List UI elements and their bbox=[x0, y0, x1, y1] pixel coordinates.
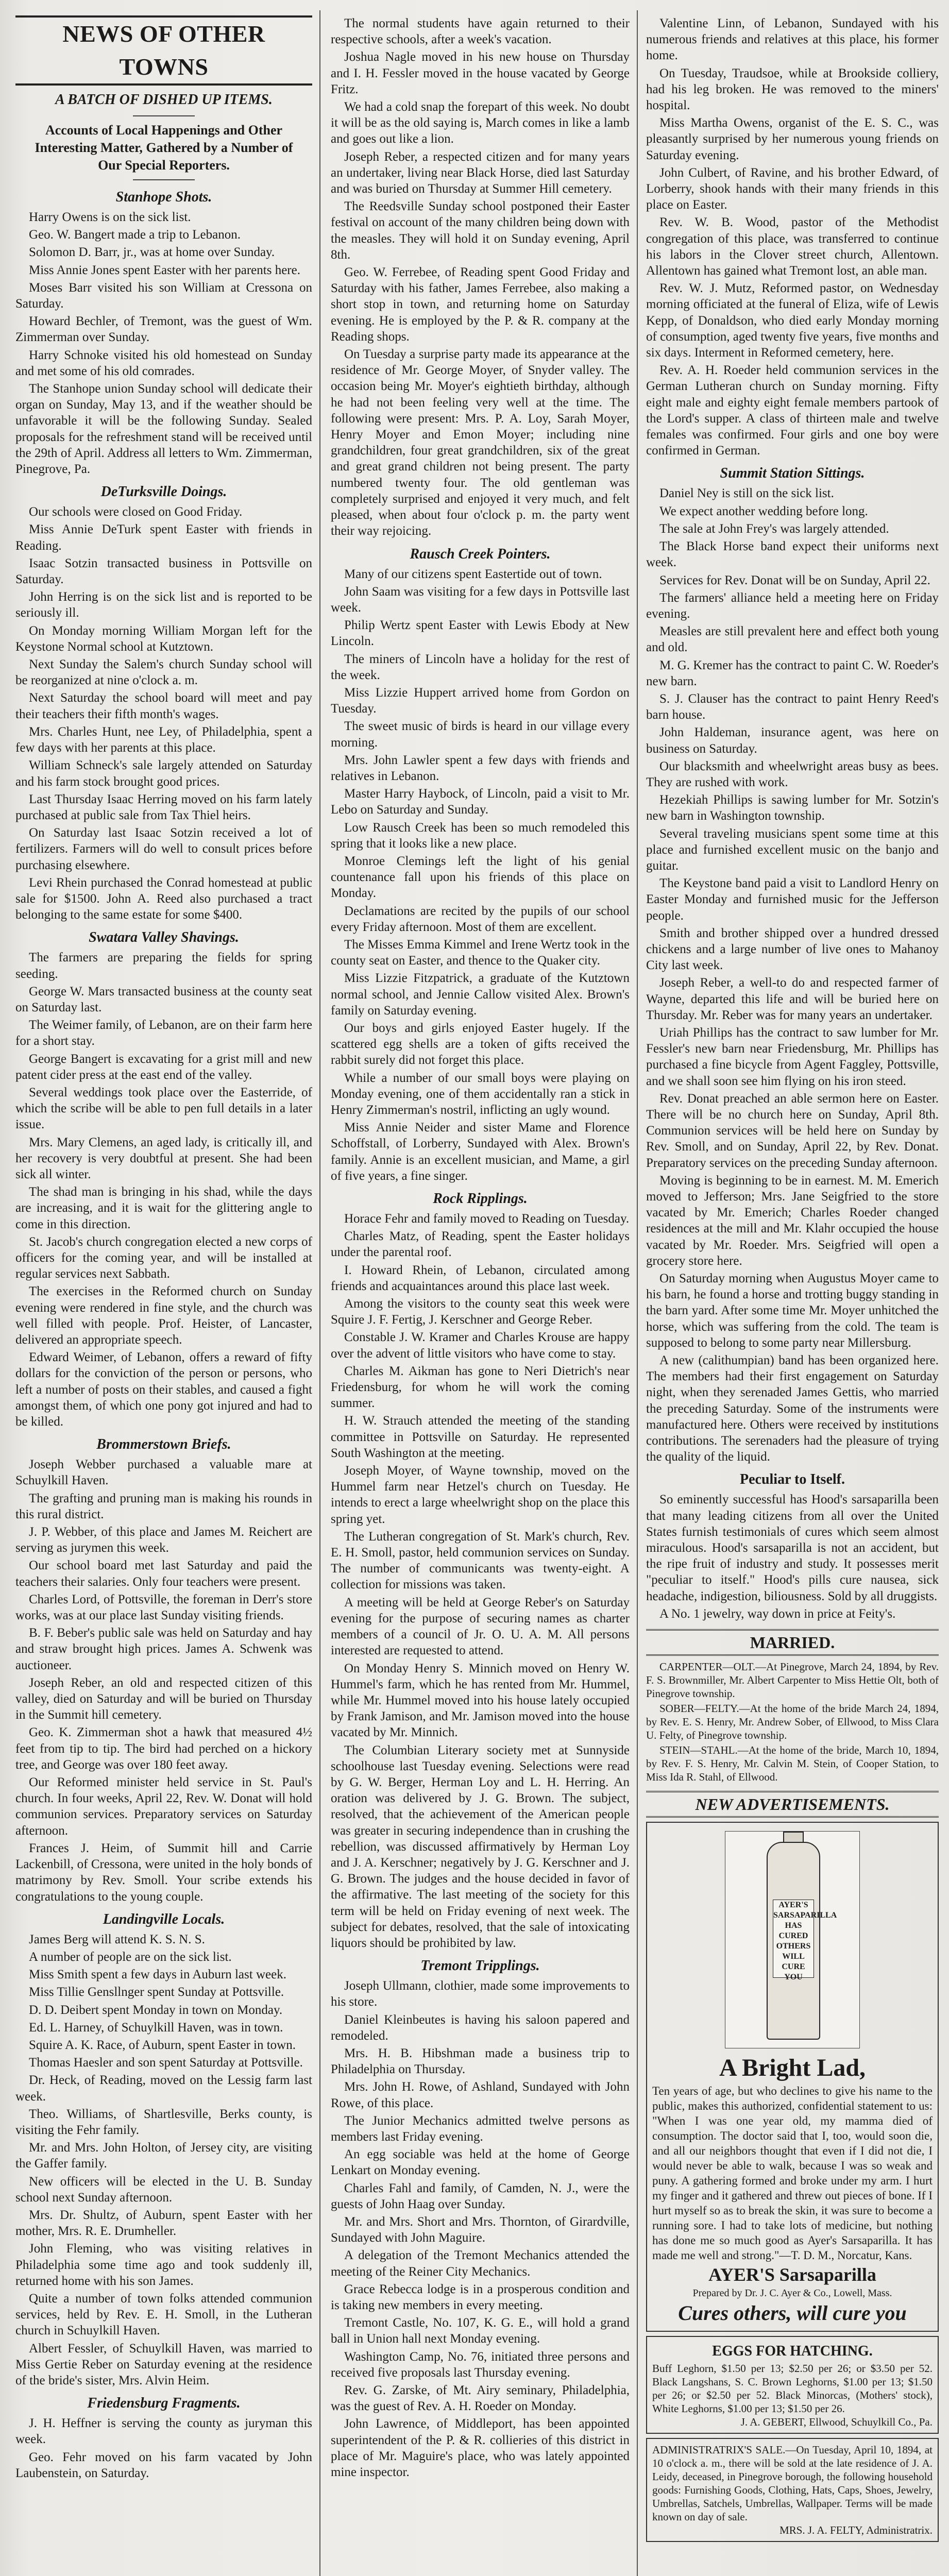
news-item: Valentine Linn, of Lebanon, Sundayed with his numerous friends and relatives at this place, his former home. bbox=[646, 16, 939, 63]
news-item: John Herring is on the sick list and is reported to be seriously ill. bbox=[15, 590, 312, 620]
divider bbox=[133, 115, 195, 116]
news-item: Mrs. H. B. Hibshman made a business trip to Philadelphia on Thursday. bbox=[331, 2046, 630, 2077]
news-item: Geo. W. Ferrebee, of Reading spent Good Friday and Saturday with his father, James Ferrebee, also making a short stop in town, and returning home on Saturday evening. He is employed by the P. & R. company at the Reading shops. bbox=[331, 265, 630, 344]
news-item: Monroe Clemings left the light of his genial countenance fall upon his friends of this place on Monday. bbox=[331, 854, 630, 901]
news-item: Measles are still prevalent here and effect both young and old. bbox=[646, 624, 939, 655]
married-entry: STEIN—STAHL.—At the home of the bride, March 10, 1894, by Rev. F. S. Henry, Mr. Calvin M. Stein, of Cooper Station, to Miss Ida R. Stahl, of Ellwood. bbox=[646, 1744, 939, 1784]
ad-body-text: Ten years of age, but who declines to give his name to the public, makes this authorized, confidential statement to us: "When I was one year old, my mamma died of consumption. The doctor said that I, too, would soon die, and all our neighbors thought that even if I did not die, I would never be able to walk, because I was so weak and puny. A gathering formed and broke under my arm. I hurt my finger and it gathered and threw out pieces of bone. If I hurt myself so as to break the skin, it was sure to become a running sore. I had to take lots of medicine, but nothing has done me so much good as Ayer's Sarsaparilla. It has made me well and strong."—T. D. M., Norcatur, Kans. bbox=[652, 2084, 933, 2262]
news-item: Washington Camp, No. 76, initiated three persons and received five proposals last Thursday evening. bbox=[331, 2349, 630, 2380]
section-heading: Rausch Creek Pointers. bbox=[410, 546, 551, 562]
news-item: Squire A. K. Race, of Auburn, spent Easter in town. bbox=[29, 2038, 296, 2052]
news-item: A meeting will be held at George Reber's on Saturday evening for the purpose of securing names as charter members of a council of Jr. O. U. A. M. All persons interested are requested to attend. bbox=[331, 1595, 630, 1658]
news-item: The shad man is bringing in his shad, while the days are increasing, and it is wait for the glittering angle to come in this direction. bbox=[15, 1185, 312, 1231]
news-item: The Lutheran congregation of St. Mark's church, Rev. E. H. Smoll, pastor, held communion services on Sunday. The number of communicants was twenty-eight. A collection for missions was taken. bbox=[331, 1529, 630, 1592]
news-item: Theo. Williams, of Shartlesville, Berks county, is visiting the Fehr family. bbox=[15, 2107, 312, 2137]
news-item: Philip Wertz spent Easter with Lewis Ebody at New Lincoln. bbox=[331, 618, 630, 649]
news-item: While a number of our small boys were playing on Monday evening, one of them accidentally ran a stick in Henry Zimmerman's nostril, inflicting an ugly wound. bbox=[331, 1071, 630, 1117]
news-item: Miss Annie DeTurk spent Easter with friends in Reading. bbox=[15, 522, 312, 553]
news-item: On Monday Henry S. Minnich moved on Henry W. Hummel's farm, which he has rented from Mr. Hummel, while Mr. Hummel moved into his house lately occupied by Frank Jamison, and Mr. Jamison moved into the house vacated by Mr. Minnich. bbox=[331, 1661, 630, 1740]
column-rule bbox=[319, 10, 320, 2576]
news-item: Joseph Reber, a well-to do and respected farmer of Wayne, departed this life and will be buried here on Thursday. Mr. Reber was for many years an undertaker. bbox=[646, 976, 939, 1022]
column-three bbox=[646, 15, 939, 2576]
news-item: Moving is beginning to be in earnest. M. M. Emerich moved to Jefferson; Mrs. Jane Seigfried to the store vacated by Mr. Emerich; Charles Roeder changed residences at the mill and Mr. Klahr occupied the house vacated by Mr. Roeder. Mrs. Seigfried will open a grocery store here. bbox=[646, 1173, 939, 1268]
news-item: John Haldeman, insurance agent, was here on business on Saturday. bbox=[646, 725, 939, 756]
news-item: Howard Bechler, of Tremont, was the guest of Wm. Zimmerman over Sunday. bbox=[15, 314, 312, 345]
news-item: William Schneck's sale largely attended on Saturday and his farm stock brought good prices. bbox=[15, 758, 312, 789]
news-item: Master Harry Haybock, of Lincoln, paid a visit to Mr. Lebo on Saturday and Sunday. bbox=[331, 787, 630, 817]
news-item: Smith and brother shipped over a hundred dressed chickens and a large number of live ones to Mahanoy City last week. bbox=[646, 926, 939, 973]
bottle-label: AYER'S SARSAPARILLA HAS CURED OTHERS WILL CURE YOU bbox=[773, 1901, 837, 1982]
eggs-advertisement bbox=[646, 2336, 939, 2434]
column-rule bbox=[637, 10, 638, 2576]
married-heading: MARRIED. bbox=[646, 1629, 939, 1656]
news-item: Joshua Nagle moved in his new house on Thursday and I. H. Fessler moved in the house vacated by George Fritz. bbox=[331, 50, 630, 96]
news-item: Miss Lizzie Huppert arrived home from Gordon on Tuesday. bbox=[331, 685, 630, 716]
news-item: Mrs. Dr. Shultz, of Auburn, spent Easter with her mother, Mrs. R. E. Drumheller. bbox=[15, 2208, 312, 2239]
section-heading: Stanhope Shots. bbox=[115, 189, 212, 205]
admin-sale-text: ADMINISTRATRIX'S SALE.—On Tuesday, April 10, 1894, at 10 o'clock a. m., there will be sold at the late residence of J. A. Leidy, deceased, in Pinegrove borough, the following household goods: Furnishing Goods, Clothing, Hats, Caps, Shoes, Jewelry, Umbrellas, Satchels, Umbrellas, Wallpaper. Terms will be made known on day of sale. bbox=[652, 2444, 933, 2523]
news-item: Levi Rhein purchased the Conrad homestead at public sale for $1500. John A. Reed also purchased a tract belonging to the same estate for some $400. bbox=[15, 875, 312, 922]
news-item: Miss Annie Neider and sister Mame and Florence Schoffstall, of Lorberry, Sundayed with Alex. Brown's family. Annie is an excellent musician, and Mame, a girl of five years, a fine singer. bbox=[331, 1121, 630, 1183]
news-item: A new (calithumpian) band has been organized here. The members had their first engagement on Saturday night, when they serenaded James Gettis, who married the preceding Saturday. Some of the instruments were manufactured here. Others were received by institutions contributions. The serenaders had the pleasure of trying the quality of the liquid. bbox=[646, 1353, 939, 1464]
news-item: New officers will be elected in the U. B. Sunday school next Sunday afternoon. bbox=[15, 2174, 312, 2205]
news-item: George W. Mars transacted business at the county seat on Saturday last. bbox=[15, 984, 312, 1014]
news-item: Several traveling musicians spent some time at this place and furnished excellent music on the banjo and guitar. bbox=[646, 826, 939, 873]
news-item: The sweet music of birds is heard in our village every morning. bbox=[331, 719, 630, 750]
new-ads-heading: NEW ADVERTISEMENTS. bbox=[646, 1791, 939, 1818]
news-item: Mr. and Mrs. John Holton, of Jersey city, are visiting the Gaffer family. bbox=[15, 2141, 312, 2171]
masthead: NEWS OF OTHER TOWNS bbox=[15, 15, 312, 86]
news-item: The Weimer family, of Lebanon, are on their farm here for a short stay. bbox=[15, 1018, 312, 1048]
news-item: A delegation of the Tremont Mechanics attended the meeting of the Reiner City Mechanics. bbox=[331, 2248, 630, 2279]
news-item: Grace Rebecca lodge is in a prosperous condition and is taking new members in every meeting. bbox=[331, 2282, 630, 2313]
news-item: Hezekiah Phillips is sawing lumber for Mr. Sotzin's new barn in Washington township. bbox=[646, 793, 939, 823]
news-item: Rev. G. Zarske, of Mt. Airy seminary, Philadelphia, was the guest of Rev. A. H. Roeder on Monday. bbox=[331, 2383, 630, 2414]
eggs-heading: EGGS FOR HATCHING. bbox=[712, 2343, 873, 2360]
news-item: Thomas Haesler and son spent Saturday at Pottsville. bbox=[29, 2056, 303, 2070]
column-two-body bbox=[331, 15, 630, 2480]
news-item: The grafting and pruning man is making his rounds in this rural district. bbox=[15, 1491, 312, 1521]
section-heading: Landingville Locals. bbox=[103, 1911, 225, 1927]
ad-slogan: Cures others, will cure you bbox=[678, 2301, 907, 2325]
news-item: John Fleming, who was visiting relatives in Philadelphia some time ago and took suddenly ill, returned home with his son James. bbox=[15, 2242, 312, 2288]
news-item: S. J. Clauser has the contract to paint Henry Reed's barn house. bbox=[646, 691, 939, 722]
divider bbox=[133, 179, 195, 180]
news-item: A number of people are on the sick list. bbox=[29, 1950, 232, 1964]
news-item: George Bangert is excavating for a grist mill and new patent cider press at the east end of the valley. bbox=[15, 1052, 312, 1082]
news-item: The Keystone band paid a visit to Landlord Henry on Easter Monday and furnished music for the Jefferson people. bbox=[646, 876, 939, 923]
news-item: Our school board met last Saturday and paid the teachers their salaries. Only four teachers were present. bbox=[15, 1558, 312, 1589]
news-item: Miss Tillie Gensllnger spent Sunday at Pottsville. bbox=[29, 1985, 284, 1999]
eggs-signature: J. A. GEBERT, Ellwood, Schuylkill Co., Pa. bbox=[740, 2416, 933, 2429]
sarsaparilla-bottle-illustration bbox=[725, 1831, 860, 2048]
eggs-body: Buff Leghorn, $1.50 per 13; $2.50 per 26; or $3.50 per 52. Black Langshans, S. C. Brown Leghorns, $1.00 per 13; $1.50 per 26; or $2.50 per 52. Black Minorcas, (Mothers' stock), White Leghorns, $1.00 per 13; $1.50 per 26. bbox=[652, 2362, 933, 2415]
news-item: Miss Smith spent a few days in Auburn last week. bbox=[29, 1968, 286, 1982]
news-item: On Saturday morning when Augustus Moyer came to his barn, he found a horse and trotting buggy standing in the barn yard. After some time Mr. Moyer unhitched the horse, which was suffering from the cold. The team is supposed to belong to some party near Millersburg. bbox=[646, 1272, 939, 1350]
section-heading: Rock Ripplings. bbox=[433, 1191, 528, 1207]
news-item: Many of our citizens spent Eastertide out of town. bbox=[344, 567, 602, 581]
news-item: Next Sunday the Salem's church Sunday school will be reorganized at nine o'clock a. m. bbox=[15, 657, 312, 688]
news-item: Our blacksmith and wheelwright areas busy as bees. They are rushed with work. bbox=[646, 759, 939, 789]
news-item: Frances J. Heim, of Summit hill and Carrie Lackenbill, of Cressona, were united in the holy bonds of matrimony by Rev. Smoll. Your scribe extends his congratulations to the young couple. bbox=[15, 1841, 312, 1904]
news-item: Miss Annie Jones spent Easter with her parents here. bbox=[29, 263, 300, 277]
news-item: Charles Lord, of Pottsville, the foreman in Derr's store works, was at our place last Sunday visiting friends. bbox=[15, 1592, 312, 1623]
ayers-advertisement bbox=[646, 1822, 939, 2332]
news-item: Low Rausch Creek has been so much remodeled this spring that it looks like a new place. bbox=[331, 820, 630, 851]
news-item: We had a cold snap the forepart of this week. No doubt it will be as the old saying is, March comes in like a lamb and goes out like a lion. bbox=[331, 100, 630, 146]
section-heading: DeTurksville Doings. bbox=[100, 484, 227, 500]
news-item: Next Saturday the school board will meet and pay their teachers their fifth month's wages. bbox=[15, 691, 312, 721]
married-entry: SOBER—FELTY.—At the home of the bride March 24, 1894, by Rev. E. S. Henry, Mr. Andrew Sober, of Ellwood, to Miss Clara U. Felty, of Pinegrove township. bbox=[646, 1702, 939, 1742]
news-item: M. G. Kremer has the contract to paint C. W. Roeder's new barn. bbox=[646, 658, 939, 688]
news-item: Ed. L. Harney, of Schuylkill Haven, was in town. bbox=[29, 2020, 283, 2035]
news-item: J. H. Heffner is serving the county as juryman this week. bbox=[15, 2416, 312, 2447]
news-item: D. D. Deibert spent Monday in town on Monday. bbox=[29, 2003, 283, 2017]
section-heading: Summit Station Sittings. bbox=[720, 465, 865, 482]
news-item: Joseph Reber, a respected citizen and for many years an undertaker, living near Black Horse, died last Saturday and was buried on Thursday at Summer Hill cemetery. bbox=[331, 149, 630, 196]
news-item: B. F. Beber's public sale was held on Saturday and hay and straw brought high prices. James A. Schwenk was auctioneer. bbox=[15, 1626, 312, 1672]
news-item: An egg sociable was held at the home of George Lenkart on Monday evening. bbox=[331, 2147, 630, 2178]
news-item: Our boys and girls enjoyed Easter hugely. If the scattered egg shells are a token of gifts received the rabbit surely did not forget this place. bbox=[331, 1021, 630, 1067]
bottle-icon bbox=[767, 1842, 837, 2040]
ad-maker: Prepared by Dr. J. C. Ayer & Co., Lowell, Mass. bbox=[692, 2287, 892, 2299]
news-item: The Reedsville Sunday school postponed their Easter festival on account of the many children being down with the measles. They will hold it on Sunday evening, April 8th. bbox=[331, 199, 630, 262]
news-item: Charles Fahl and family, of Camden, N. J., were the guests of John Haag over Sunday. bbox=[331, 2181, 630, 2211]
news-item: Mrs. John H. Rowe, of Ashland, Sundayed with John Rowe, of this place. bbox=[331, 2080, 630, 2110]
news-item: Last Thursday Isaac Herring moved on his farm lately purchased at public sale from Tax Thiel heirs. bbox=[15, 792, 312, 822]
news-item: Uriah Phillips has the contract to saw lumber for Mr. Fessler's new barn near Friedensburg, Mr. Phillips has purchased a fine bicycle from Agent Faggley, Pottsville, and we shall soon see him flying on his iron steed. bbox=[646, 1025, 939, 1088]
news-item: Services for Rev. Donat will be on Sunday, April 22. bbox=[659, 573, 930, 587]
news-item: The Black Horse band expect their uniforms next week. bbox=[646, 539, 939, 570]
news-item: I. Howard Rhein, of Lebanon, circulated among friends and acquaintances around this place last week. bbox=[331, 1263, 630, 1293]
news-item: The farmers' alliance held a meeting here on Friday evening. bbox=[646, 590, 939, 621]
news-item: Joseph Webber purchased a valuable mare at Schuylkill Haven. bbox=[15, 1458, 312, 1488]
news-item: John Lawrence, of Middleport, has been appointed superintendent of the P. & R. collieries of this district in place of Mr. Maguire's place, who was lately appointed mine inspector. bbox=[331, 2417, 630, 2480]
news-item: Edward Weimer, of Lebanon, offers a reward of fifty dollars for the conviction of the person or persons, who left a number of posts on their stables, and caused a fight amongst them, of which one pony got injured and had to be killed. bbox=[15, 1350, 312, 1429]
news-item: Charles M. Aikman has gone to Neri Dietrich's near Friedensburg, for whom he will work the coming summer. bbox=[331, 1364, 630, 1411]
news-item: Geo. K. Zimmerman shot a hawk that measured 4½ feet from tip to tip. The bird had perched on a hickory tree, and George was over 180 feet away. bbox=[15, 1725, 312, 1772]
news-item: Geo. Fehr moved on his farm vacated by John Laubenstein, on Saturday. bbox=[15, 2450, 312, 2480]
news-item: The Stanhope union Sunday school will dedicate their organ on Sunday, May 13, and if the weather should be unfavorable it will be the following Sunday. Sealed proposals for the refreshment stand will be received until the 29th of April. Address all letters to Wm. Zimmerman, Pinegrove, Pa. bbox=[15, 382, 312, 477]
section-heading: Friedensburg Fragments. bbox=[87, 2395, 241, 2412]
news-item: On Tuesday, Traudsoe, while at Brookside colliery, had his leg broken. He was removed to the miners' hospital. bbox=[646, 66, 939, 113]
news-item: Harry Schnoke visited his old homestead on Sunday and met some of his old comrades. bbox=[15, 348, 312, 378]
news-item: St. Jacob's church congregation elected a new corps of officers for the coming year, and will be installed at regular services next Sabbath. bbox=[15, 1234, 312, 1281]
section-heading: Swatara Valley Shavings. bbox=[89, 929, 239, 946]
news-item: Joseph Ullmann, clothier, made some improvements to his store. bbox=[331, 1979, 630, 2009]
news-item: Quite a number of town folks attended communion services, held by Rev. E. H. Smoll, in the Lutheran church in Schuylkill Haven. bbox=[15, 2291, 312, 2338]
admin-sale-signature: MRS. J. A. FELTY, Administratrix. bbox=[779, 2524, 933, 2537]
section-heading: Brommerstown Briefs. bbox=[96, 1436, 231, 1453]
news-item: Rev. W. J. Mutz, Reformed pastor, on Wednesday morning officiated at the funeral of Eliza, wife of Lewis Kepp, of Donaldson, who died early Monday morning of consumption, aged twenty five years, five months and six days. Interment in Reformed cemetery, here. bbox=[646, 281, 939, 360]
news-item: The exercises in the Reformed church on Sunday evening were rendered in fine style, and the church was well filled with people. Prof. Heister, of Lancaster, delivered an appropriate speech. bbox=[15, 1284, 312, 1347]
news-item: So eminently successful has Hood's sarsaparilla been that many leading citizens from all over the United States furnish testimonials of cures which seem almost miraculous. Hood's sarsaparilla is not an accident, but the ripe fruit of industry and study. It possesses merit "peculiar to itself." Hood's pills cure nausea, sick headache, indigestion, biliousness. Sold by all druggists. bbox=[646, 1493, 939, 1603]
news-item: H. W. Strauch attended the meeting of the standing committee in Pottsville on Saturday. He represented South Washington at the meeting. bbox=[331, 1414, 630, 1460]
news-item: Solomon D. Barr, jr., was at home over Sunday. bbox=[29, 245, 275, 260]
news-item: Mrs. Mary Clemens, an aged lady, is critically ill, and her recovery is very doubtful at present. She had been sick all winter. bbox=[15, 1135, 312, 1181]
news-item: Daniel Kleinbeutes is having his saloon papered and remodeled. bbox=[331, 2012, 630, 2043]
news-item: John Saam was visiting for a few days in Pottsville last week. bbox=[331, 584, 630, 615]
married-entry: CARPENTER—OLT.—At Pinegrove, March 24, 1894, by Rev. F. S. Brownmiller, Mr. Albert Carpenter to Miss Hettie Olt, both of Pinegrove township. bbox=[646, 1660, 939, 1700]
news-item: Miss Lizzie Fitzpatrick, a graduate of the Kutztown normal school, and Jennie Callow visited Alex. Brown's family on Saturday evening. bbox=[331, 971, 630, 1018]
news-item: Rev. W. B. Wood, pastor of the Methodist congregation of this place, was transferred to continue his labors in the Clover street church, Allentown. Allentown has gained what Tremont lost, an able man. bbox=[646, 215, 939, 278]
news-item: We expect another wedding before long. bbox=[659, 504, 868, 518]
news-item: Mr. and Mrs. Short and Mrs. Thornton, of Girardville, Sundayed with John Maguire. bbox=[331, 2215, 630, 2245]
news-item: The miners of Lincoln have a holiday for the rest of the week. bbox=[331, 652, 630, 682]
news-item: Charles Matz, of Reading, spent the Easter holidays under the parental roof. bbox=[331, 1229, 630, 1260]
news-item: Several weddings took place over the Easterride, of which the scribe will be able to pen full details in a later issue. bbox=[15, 1085, 312, 1132]
news-item: Geo. W. Bangert made a trip to Lebanon. bbox=[29, 228, 241, 242]
section-heading: Tremont Tripplings. bbox=[420, 1958, 540, 1974]
news-item: Dr. Heck, of Reading, moved on the Lessig farm last week. bbox=[15, 2073, 312, 2104]
news-item: Daniel Ney is still on the sick list. bbox=[659, 486, 834, 501]
news-item: The normal students have again returned to their respective schools, after a week's vacation. bbox=[331, 16, 630, 47]
news-item: John Culbert, of Ravine, and his brother Edward, of Lorberry, shook hands with their many friends in this place on Easter. bbox=[646, 165, 939, 212]
deck-subheadline: Accounts of Local Happenings and Other Interesting Matter, Gathered by a Number of Our Special Reporters. bbox=[35, 123, 293, 173]
section-heading: Peculiar to Itself. bbox=[740, 1471, 845, 1488]
news-item: Isaac Sotzin transacted business in Pottsville on Saturday. bbox=[15, 556, 312, 587]
column-one-body bbox=[15, 185, 312, 2481]
news-item: On Tuesday a surprise party made its appearance at the residence of Mr. George Moyer, of Snyder valley. The occasion being Mr. Moyer's eightieth birthday, although he had not been feeling very well at the time. The following were present: Mrs. P. A. Loy, Sarah Moyer, Henry Moyer and Emon Moyer; including nine grandchildren, four great grandchildren, six of the great and great grand children not being present. The party numbered twenty four. The old gentleman was completely surprised and enjoyed it very much, and felt pleased, when about four o'clock p. m. the party went their way rejoicing. bbox=[331, 347, 630, 538]
news-item: J. P. Webber, of this place and James M. Reichert are serving as jurymen this week. bbox=[15, 1525, 312, 1555]
ad-brand: AYER'S Sarsaparilla bbox=[708, 2264, 876, 2285]
married-notices bbox=[646, 1660, 939, 1784]
news-item: Our Reformed minister held service in St. Paul's church. In four weeks, April 22, Rev. W. Donat will hold communion services. Preparatory services on Saturday afternoon. bbox=[15, 1775, 312, 1838]
column-one bbox=[15, 15, 312, 2576]
news-item: Moses Barr visited his son William at Cressona on Saturday. bbox=[15, 280, 312, 311]
news-item: Declamations are recited by the pupils of our school every Friday afternoon. Most of them are excellent. bbox=[331, 904, 630, 934]
news-item: Harry Owens is on the sick list. bbox=[29, 210, 191, 224]
news-item: James Berg will attend K. S. N. S. bbox=[29, 1932, 205, 1946]
news-item: Constable J. W. Kramer and Charles Krouse are happy over the advent of little visitors who have come to stay. bbox=[331, 1330, 630, 1361]
news-item: The Junior Mechanics admitted twelve persons as members last Friday evening. bbox=[331, 2113, 630, 2144]
news-item: The farmers are preparing the fields for spring seeding. bbox=[15, 951, 312, 981]
news-item: On Monday morning William Morgan left for the Keystone Normal school at Kutztown. bbox=[15, 623, 312, 654]
news-item: Mrs. Charles Hunt, nee Ley, of Philadelphia, spent a few days with her parents at this place. bbox=[15, 724, 312, 755]
news-item: Albert Fessler, of Schuylkill Haven, was married to Miss Gertie Reber on Saturday evening at the residence of the bride's sister, Mrs. Alvin Heim. bbox=[15, 2341, 312, 2387]
news-item: On Saturday last Isaac Sotzin received a lot of fertilizers. Farmers will do well to consult prices before purchasing elsewhere. bbox=[15, 826, 312, 872]
news-item: Tremont Castle, No. 107, K. G. E., will hold a grand ball in Union hall next Monday evening. bbox=[331, 2316, 630, 2346]
news-item: Our schools were closed on Good Friday. bbox=[29, 505, 243, 519]
news-item: Horace Fehr and family moved to Reading on Tuesday. bbox=[344, 1212, 630, 1226]
news-item: The Misses Emma Kimmel and Irene Wertz took in the county seat on Easter, and thence to the Quaker city. bbox=[331, 937, 630, 968]
news-item: Miss Martha Owens, organist of the E. S. C., was pleasantly surprised by her numerous young friends on Saturday evening. bbox=[646, 116, 939, 162]
news-item: Mrs. John Lawler spent a few days with friends and relatives in Lebanon. bbox=[331, 753, 630, 783]
admin-sale-notice bbox=[646, 2438, 939, 2542]
news-item: The sale at John Frey's was largely attended. bbox=[659, 521, 889, 536]
ad-headline: A Bright Lad, bbox=[719, 2054, 866, 2082]
news-item: Joseph Moyer, of Wayne township, moved on the Hummel farm near Hetzel's church on Tuesday. He intends to erect a large wheelwright shop on the place this spring yet. bbox=[331, 1464, 630, 1526]
column-three-body bbox=[646, 15, 939, 1622]
column-two bbox=[331, 15, 630, 2576]
deck-headline: A BATCH OF DISHED UP ITEMS. bbox=[55, 92, 273, 108]
news-item: Rev. A. H. Roeder held communion services in the German Lutheran church on Sunday morning. Fifty eight male and eighty eight female members partook of the Lord's supper. A class of thirteen male and twelve females was confirmed. Four girls and one boy were confirmed in German. bbox=[646, 363, 939, 458]
news-item: Joseph Reber, an old and respected citizen of this valley, died on Saturday and will be buried on Thursday in the Summit hill cemetery. bbox=[15, 1675, 312, 1722]
news-item: A No. 1 jewelry, way down in price at Feity's. bbox=[659, 1606, 896, 1621]
news-item: The Columbian Literary society met at Sunnyside schoolhouse last Tuesday evening. Selections were read by G. W. Berger, Herman Loy and L. H. Herring. An oration was delivered by J. G. Brown. The subject, resolved, that the achievement of the American people was greater in securing independence than in crushing the rebellion, was discussed affirmatively by Herman Loy and J. A. Kerschner; negatively by J. G. Kerschner and J. G. Brown. The judges and the house decided in favor of the affirmative. The last meeting of the society for this term will be held on Friday evening of next week. The subject for debates, resolved, that the sale of intoxicating liquors should be prohibited by law. bbox=[331, 1743, 630, 1950]
news-item: Among the visitors to the county seat this week were Squire J. F. Fertig, J. Kerschner and George Reber. bbox=[331, 1297, 630, 1327]
news-item: Rev. Donat preached an able sermon here on Easter. There will be no church here on Sunday, April 8th. Communion services will be held here on Sunday by Rev. Smoll, and on Sunday, April 22, by Rev. Donat. Preparatory services on the preceding Sunday afternoon. bbox=[646, 1091, 939, 1170]
